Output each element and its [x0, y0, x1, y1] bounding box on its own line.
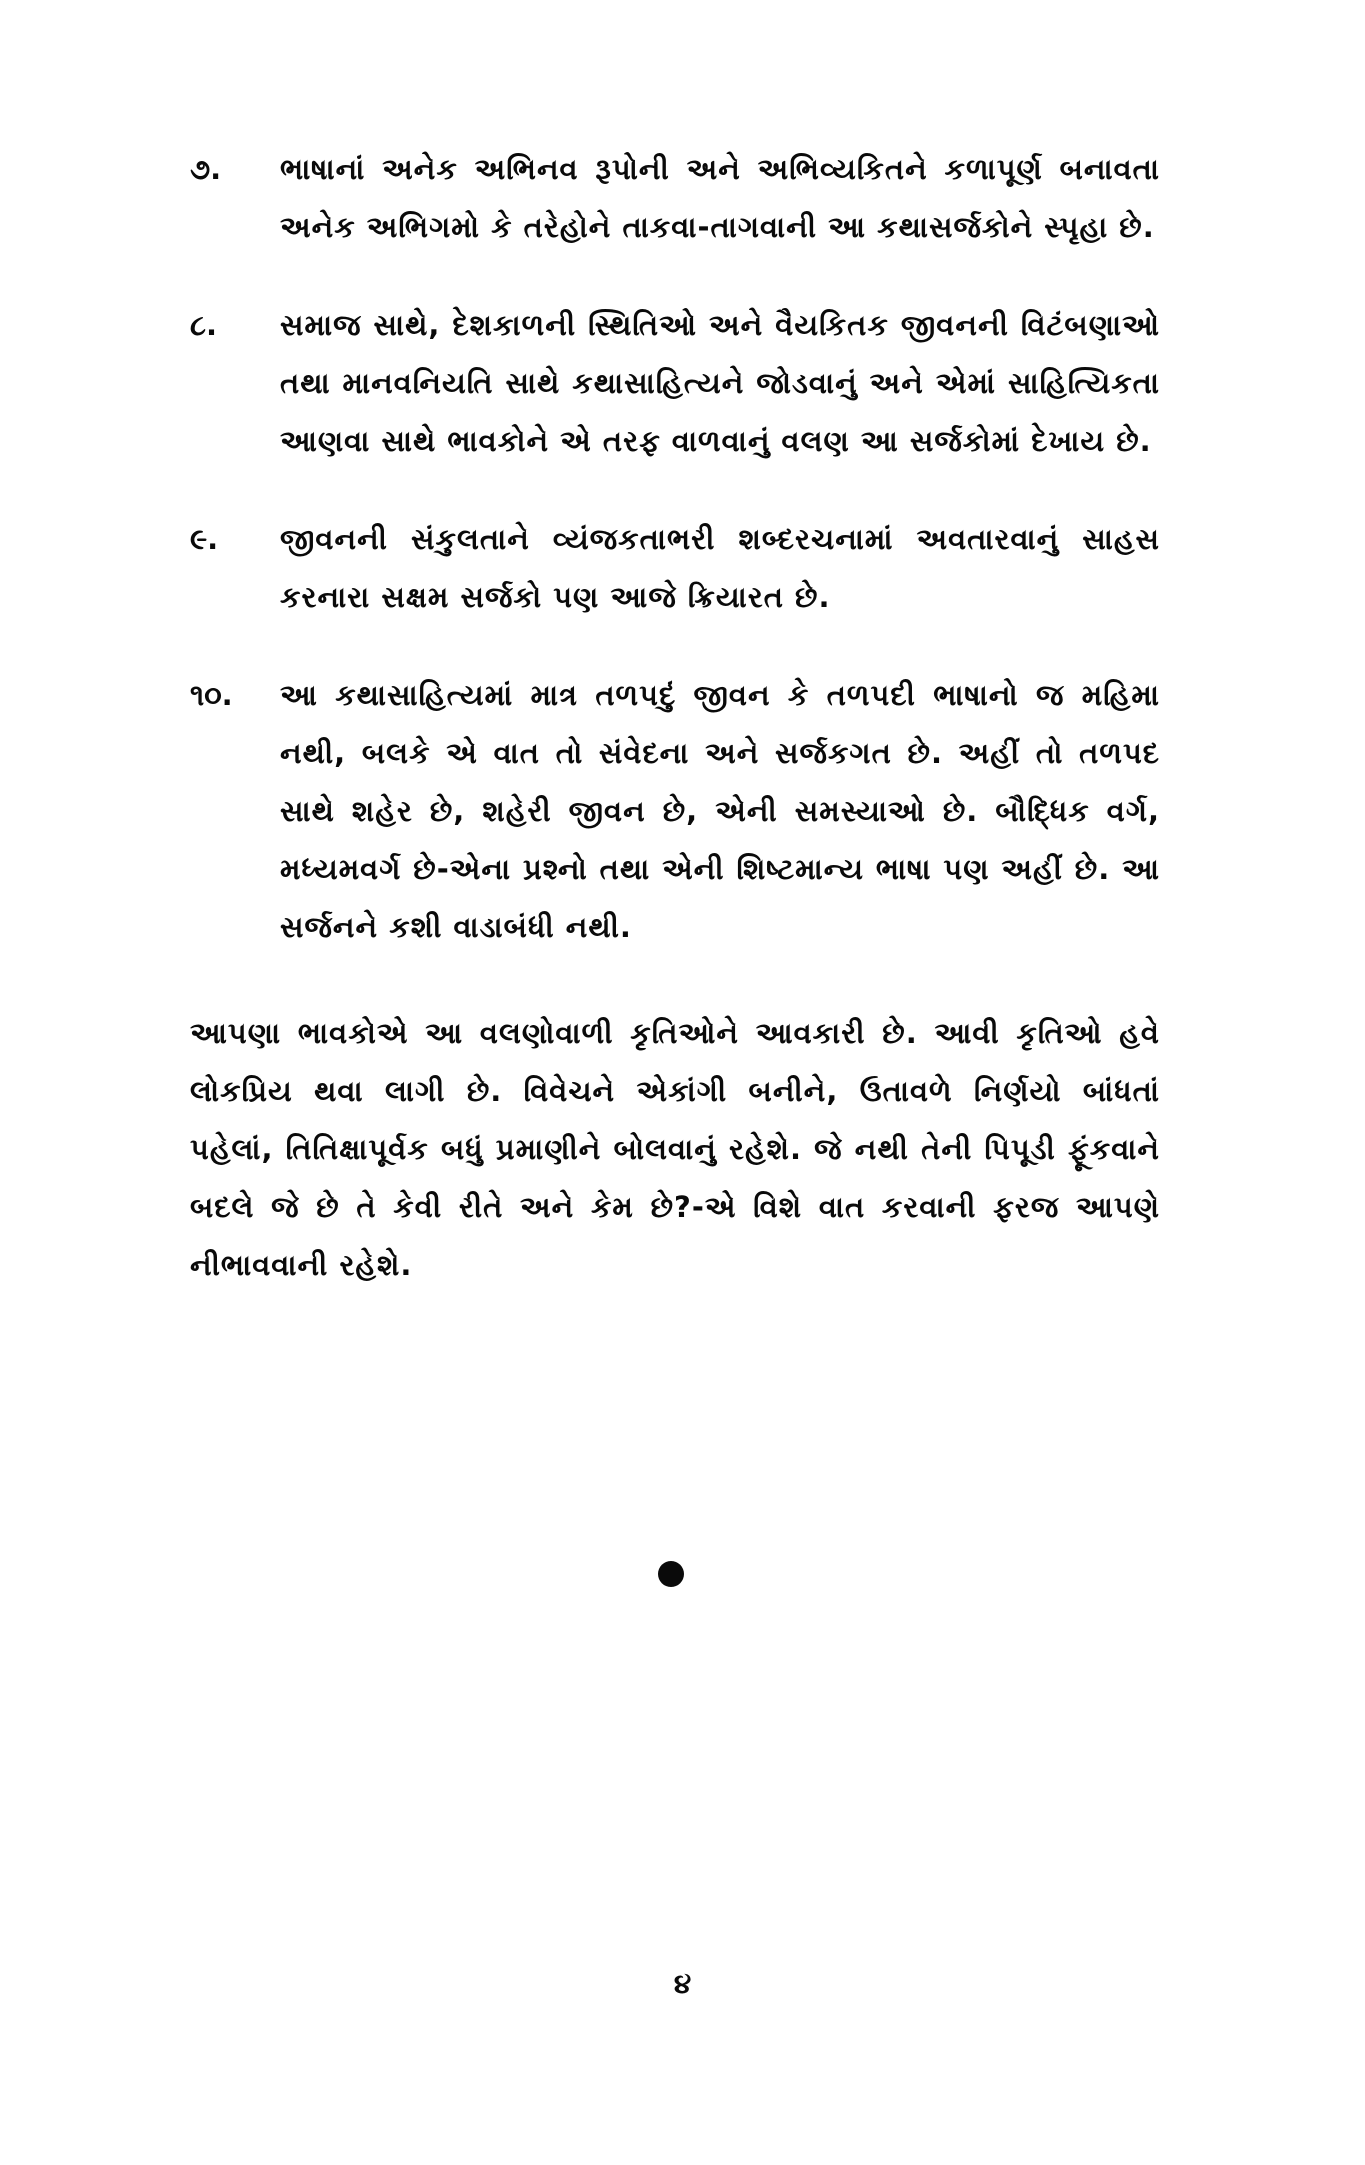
page-content	[190, 140, 1160, 1323]
list-item	[190, 510, 1160, 626]
item-number: ૮.	[190, 308, 217, 342]
item-text: જીવનની સંકુલતાને વ્યંજકતાભરી શબ્દરચનામાં અવતારવાનું સાહસ કરનારા સક્ષમ સર્જકો પણ આજે ક્રિયારત છે.	[280, 522, 1160, 614]
item-number: ૧૦.	[190, 678, 233, 712]
list-item	[190, 666, 1160, 956]
item-number: ૭.	[190, 152, 222, 186]
item-text: સમાજ સાથે, દેશકાળની સ્થિતિઓ અને વૈયકિતક જીવનની વિટંબણાઓ તથા માનવનિયતિ સાથે કથાસાહિત્યને જોડવાનું અને એમાં સાહિત્યિકતા આણવા સાથે ભાવકોને એ તરફ વાળવાનું વલણ આ સર્જકોમાં દેખાય છે.	[280, 308, 1160, 458]
closing-paragraph: આપણા ભાવકોએ આ વલણોવાળી કૃતિઓને આવકારી છે. આવી કૃતિઓ હવે લોકપ્રિય થવા લાગી છે. વિવેચને એકાંગી બનીને, ઉતાવળે નિર્ણયો બાંધતાં પહેલાં, તિતિક્ષાપૂર્વક બધું પ્રમાણીને બોલવાનું રહેશે. જે નથી તેની પિપૂડી ફૂંકવાને બદલે જે છે તે કેવી રીતે અને કેમ છે?-એ વિશે વાત કરવાની ફરજ આપણે નીભાવવાની રહેશે.	[190, 1016, 1160, 1282]
section-end-bullet	[658, 1561, 684, 1587]
list-item	[190, 140, 1160, 256]
item-number: ૯.	[190, 522, 219, 556]
item-text: ભાષાનાં અનેક અભિનવ રૂપોની અને અભિવ્યકિતને કળાપૂર્ણ બનાવતા અનેક અભિગમો કે તરેહોને તાકવા-તાગવાની આ કથાસર્જકોને સ્પૃહા છે.	[280, 152, 1160, 244]
item-text: આ કથાસાહિત્યમાં માત્ર તળપદું જીવન કે તળપદી ભાષાનો જ મહિમા નથી, બલકે એ વાત તો સંવેદના અને સર્જકગત છે. અહીં તો તળપદ સાથે શહેર છે, શહેરી જીવન છે, એની સમસ્યાઓ છે. બૌદ્ધિક વર્ગ, મધ્યમવર્ગ છે-એના પ્રશ્નો તથા એની શિષ્ટમાન્ય ભાષા પણ અહીં છે. આ સર્જનને કશી વાડાબંધી નથી.	[280, 678, 1160, 944]
page-number: ૪	[673, 1967, 692, 2000]
list-item	[190, 296, 1160, 470]
